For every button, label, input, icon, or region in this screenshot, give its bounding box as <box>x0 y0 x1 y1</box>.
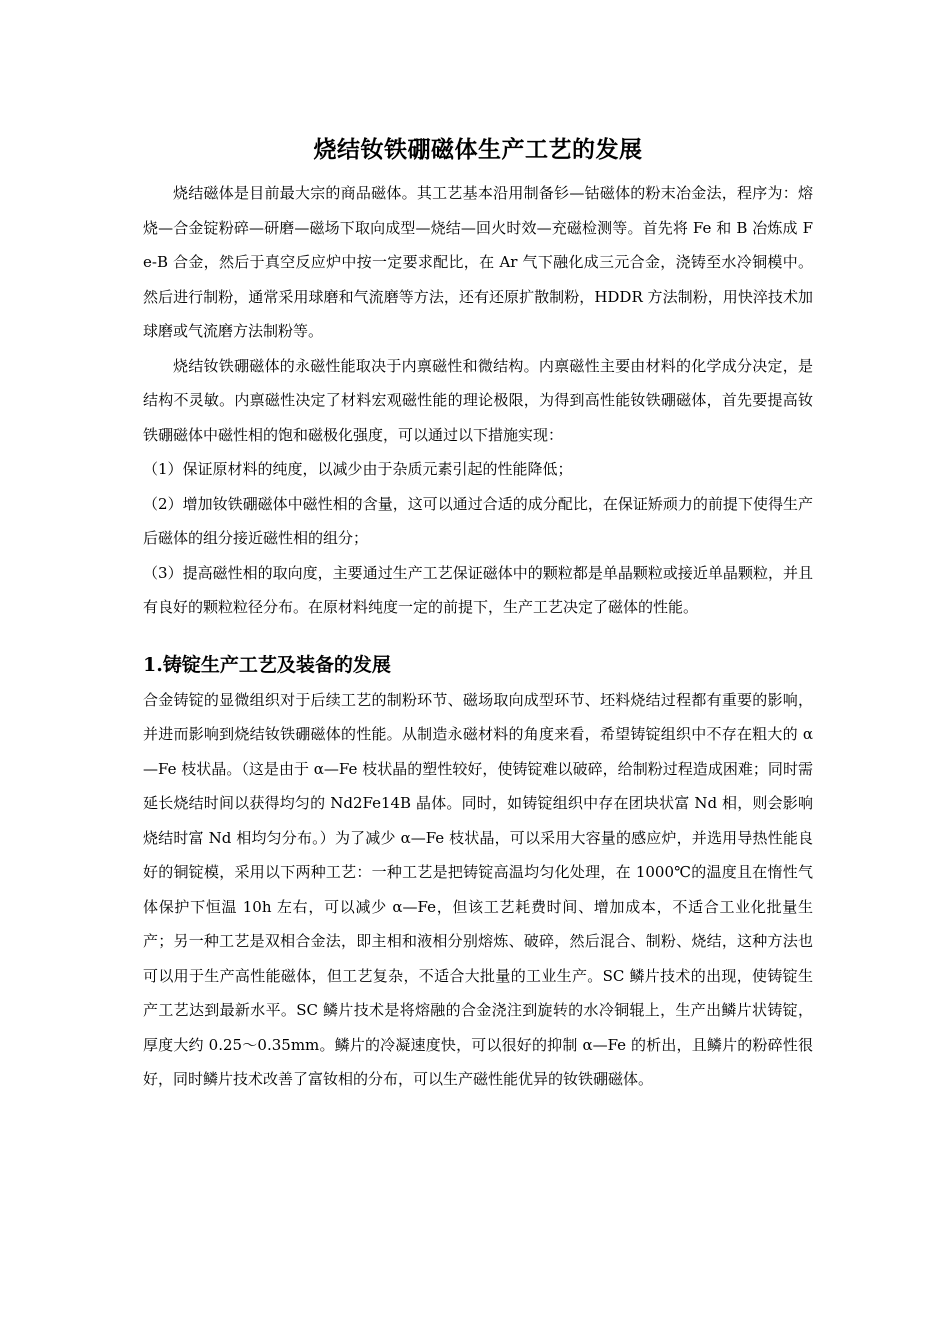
measure-item-1: （1）保证原材料的纯度，以减少由于杂质元素引起的性能降低； <box>143 460 573 478</box>
measure-item-3: （3）提高磁性相的取向度，主要通过生产工艺保证磁体中的颗粒都是单晶颗粒或接近单晶颗粒，并且有良好的颗粒粒径分布。在原材料纯度一定的前提下，生产工艺决定了磁体的性能。 <box>143 563 813 616</box>
intro-paragraph-1: 烧结磁体是目前最大宗的商品磁体。其工艺基本沿用制备钐—钴磁体的粉末冶金法，程序为：熔烧—合金锭粉碎—研磨—磁场下取向成型—烧结—回火时效—充磁检测等。首先将 Fe 和 B 冶炼成 Fe-B 合金，然后于真空反应炉中按一定要求配比，在 Ar 气下融化成三元合金，浇铸至水冷铜模中。然后进行制粉，通常采用球磨和气流磨等方法，还有还原扩散制粉，HDDR 方法制粉，用快淬技术加球磨或气流磨方法制粉等。 <box>143 184 813 340</box>
section-paragraph: 合金铸锭的显微组织对于后续工艺的制粉环节、磁场取向成型环节、坯料烧结过程都有重要的影响，并进而影响到烧结钕铁硼磁体的性能。从制造永磁材料的角度来看，希望铸锭组织中不存在粗大的 α—Fe 枝状晶。（这是由于 α—Fe 枝状晶的塑性较好，使铸锭难以破碎，给制粉过程造成困难；同时需延长烧结时间以获得均匀的 Nd2Fe14B 晶体。同时，如铸锭组织中存在团块状富 Nd 相，则会影响烧结时富 Nd 相均匀分布。）为了减少 α—Fe 枝状晶，可以采用大容量的感应炉，并选用导热性能良好的铜锭模，采用以下两种工艺：一种工艺是把铸锭高温均匀化处理，在 1000℃的温度且在惰性气体保护下恒温 10h 左右，可以减少 α—Fe，但该工艺耗费时间、增加成本，不适合工业化批量生产；另一种工艺是双相合金法，即主相和液相分别熔炼、破碎，然后混合、制粉、烧结，这种方法也可以用于生产高性能磁体，但工艺复杂，不适合大批量的工业生产。SC 鳞片技术的出现，使铸锭生产工艺达到最新水平。SC 鳞片技术是将熔融的合金浇注到旋转的水冷铜辊上，生产出鳞片状铸锭，厚度大约 0.25～0.35mm。鳞片的冷凝速度快，可以很好的抑制 α—Fe 的析出，且鳞片的粉碎性很好，同时鳞片技术改善了富钕相的分布，可以生产磁性能优异的钕铁硼磁体。 <box>143 690 813 1088</box>
measure-item-2: （2）增加钕铁硼磁体中磁性相的含量，这可以通过合适的成分配比，在保证矫顽力的前提下使得生产后磁体的组分接近磁性相的组分； <box>143 494 813 547</box>
document-body <box>143 130 813 1097</box>
document-title: 烧结钕铁硼磁体生产工艺的发展 <box>313 136 643 163</box>
section-heading: 1.铸锭生产工艺及装备的发展 <box>143 653 391 676</box>
intro-paragraph-2: 烧结钕铁硼磁体的永磁性能取决于内禀磁性和微结构。内禀磁性主要由材料的化学成分决定，是结构不灵敏。内禀磁性决定了材料宏观磁性能的理论极限，为得到高性能钕铁硼磁体，首先要提高钕铁硼磁体中磁性相的饱和磁极化强度，可以通过以下措施实现： <box>143 356 813 444</box>
